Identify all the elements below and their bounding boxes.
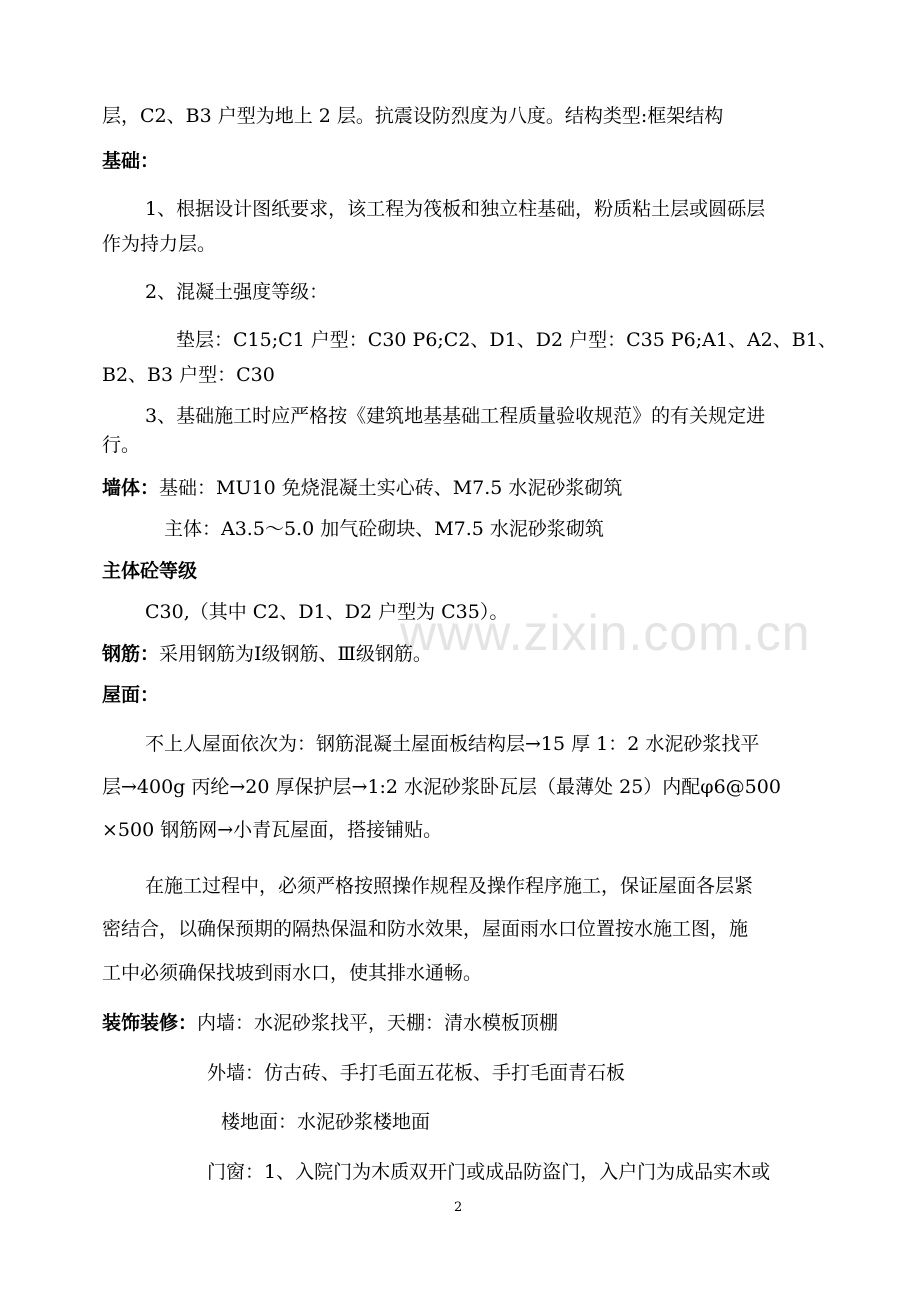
text-line: 门窗：1、入院门为木质双开门或成品防盗门，入户门为成品实木或 — [207, 1161, 771, 1183]
text-line: 工中必须确保找坡到雨水口，使其排水通畅。 — [102, 962, 483, 984]
section-heading-roof: 屋面： — [102, 684, 160, 706]
text-line: 3、基础施工时应严格按《建筑地基基础工程质量验收规范》的有关规定进 — [145, 405, 766, 427]
text-line: 基础：MU10 免烧混凝土实心砖、M7.5 水泥砂浆砌筑 — [159, 477, 623, 499]
page-number: 2 — [454, 1200, 463, 1215]
text-line: 外墙：仿古砖、手打毛面五花板、手打毛面青石板 — [207, 1062, 626, 1084]
text-line: 主体：A3.5～5.0 加气砼砌块、M7.5 水泥砂浆砌筑 — [164, 518, 604, 540]
text-line: 层，C2、B3 户型为地上 2 层。抗震设防烈度为八度。结构类型:框架结构 — [102, 105, 724, 127]
section-heading-rebar: 钢筋： — [102, 643, 160, 665]
section-heading-wall: 墙体： — [102, 477, 160, 499]
section-heading-concrete: 主体砼等级 — [102, 560, 198, 582]
text-line: 不上人屋面依次为：钢筋混凝土屋面板结构层→15 厚 1：2 水泥砂浆找平 — [145, 733, 760, 755]
text-line: C30,（其中 C2、D1、D2 户型为 C35）。 — [145, 601, 509, 623]
watermark: www.zixin.com.cn — [400, 605, 811, 661]
text-line: 采用钢筋为Ⅰ级钢筋、Ⅲ级钢筋。 — [159, 643, 432, 665]
text-line: B2、B3 户型：C30 — [102, 364, 275, 386]
text-line: 内墙：水泥砂浆找平，天棚：清水模板顶棚 — [197, 1012, 559, 1034]
text-line: 1、根据设计图纸要求，该工程为筏板和独立柱基础，粉质粘土层或圆砾层 — [145, 198, 766, 220]
text-line: 行。 — [102, 434, 141, 456]
text-line: 2、混凝土强度等级： — [145, 281, 329, 303]
section-heading-foundation: 基础： — [102, 150, 160, 172]
text-line: 层→400g 丙纶→20 厚保护层→1:2 水泥砂浆卧瓦层（最薄处 25）内配φ6@500 — [102, 776, 781, 798]
section-heading-decoration: 装饰装修： — [102, 1012, 198, 1034]
text-line: 作为持力层。 — [102, 233, 217, 255]
text-line: ×500 钢筋网→小青瓦屋面，搭接铺贴。 — [102, 819, 443, 841]
text-line: 密结合，以确保预期的隔热保温和防水效果，屋面雨水口位置按水施工图，施 — [102, 918, 749, 940]
text-line: 垫层：C15;C1 户型：C30 P6;C2、D1、D2 户型：C35 P6;A1、A2、B1、 — [176, 329, 837, 351]
text-line: 在施工过程中，必须严格按照操作规程及操作程序施工，保证屋面各层紧 — [145, 875, 754, 897]
text-line: 楼地面：水泥砂浆楼地面 — [221, 1111, 431, 1133]
